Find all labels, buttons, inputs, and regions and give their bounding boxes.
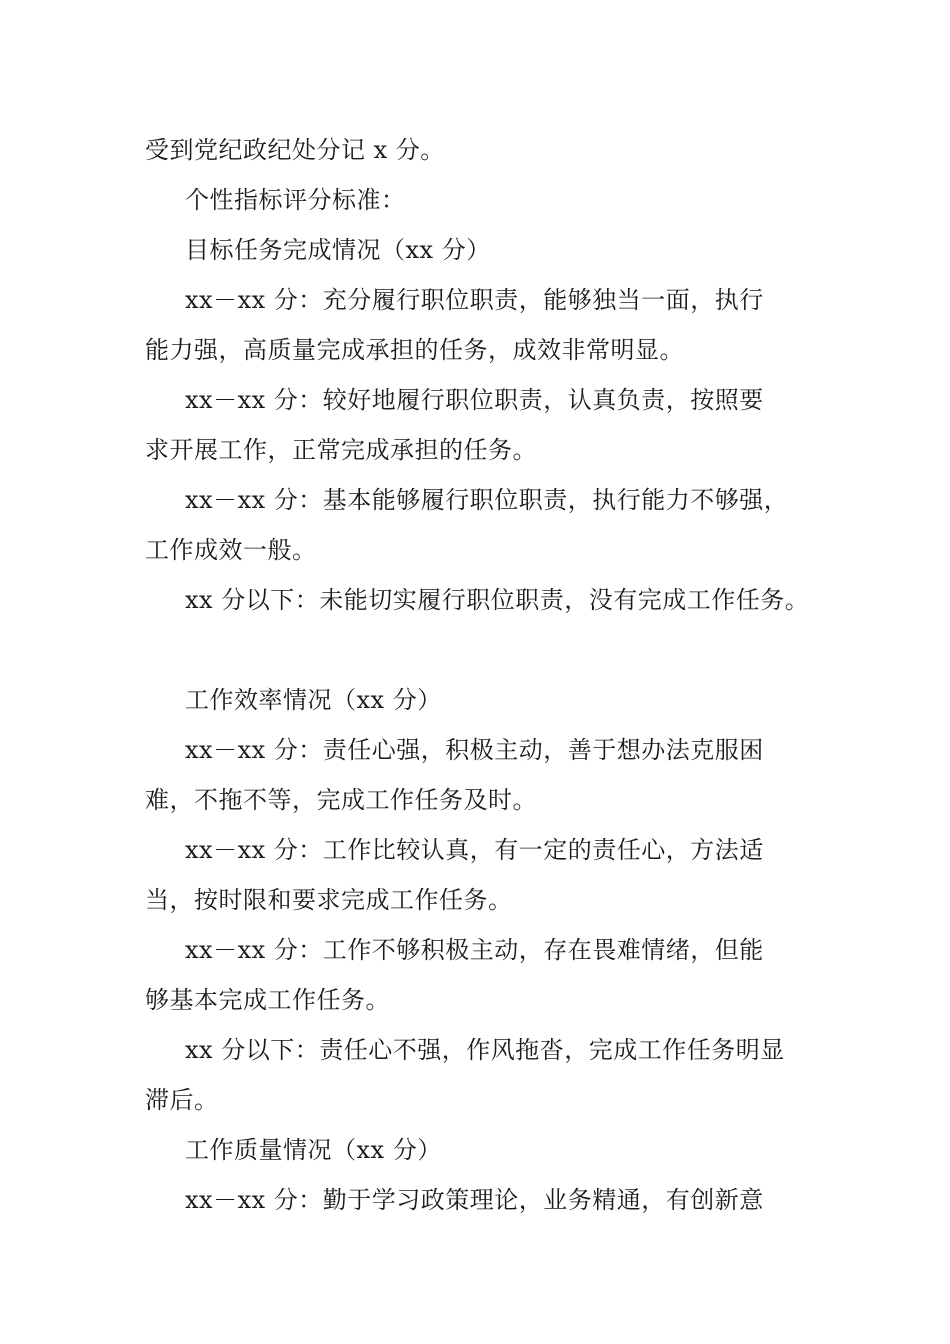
section-heading-task-completion: 目标任务完成情况（xx 分） (185, 236, 491, 264)
paragraph-line: 当，按时限和要求完成工作任务。 (145, 886, 513, 914)
paragraph-line: 工作成效一般。 (145, 536, 317, 564)
paragraph-line: 求开展工作，正常完成承担的任务。 (145, 436, 537, 464)
paragraph-line: 受到党纪政纪处分记 x 分。 (145, 136, 445, 164)
paragraph-line: 滞后。 (145, 1086, 219, 1114)
paragraph-line: xx－xx 分：责任心强，积极主动，善于想办法克服困 (185, 736, 764, 764)
paragraph-line: xx－xx 分：基本能够履行职位职责，执行能力不够强， (185, 486, 789, 514)
paragraph-line: xx－xx 分：充分履行职位职责，能够独当一面，执行 (185, 286, 764, 314)
paragraph-line: 能力强，高质量完成承担的任务，成效非常明显。 (145, 336, 684, 364)
paragraph-line: xx－xx 分：较好地履行职位职责，认真负责，按照要 (185, 386, 764, 414)
section-heading-work-efficiency: 工作效率情况（xx 分） (185, 686, 442, 714)
paragraph-line: xx－xx 分：工作比较认真，有一定的责任心，方法适 (185, 836, 764, 864)
section-heading-work-quality: 工作质量情况（xx 分） (185, 1136, 442, 1164)
paragraph-line: 够基本完成工作任务。 (145, 986, 390, 1014)
section-heading-personal-indicators: 个性指标评分标准： (185, 186, 406, 214)
paragraph-line: xx－xx 分：勤于学习政策理论，业务精通，有创新意 (185, 1186, 764, 1214)
paragraph-line: xx 分以下：责任心不强，作风拖沓，完成工作任务明显 (185, 1036, 785, 1064)
paragraph-line: xx－xx 分：工作不够积极主动，存在畏难情绪，但能 (185, 936, 764, 964)
paragraph-line: xx 分以下：未能切实履行职位职责，没有完成工作任务。 (185, 586, 810, 614)
paragraph-line: 难，不拖不等，完成工作任务及时。 (145, 786, 537, 814)
